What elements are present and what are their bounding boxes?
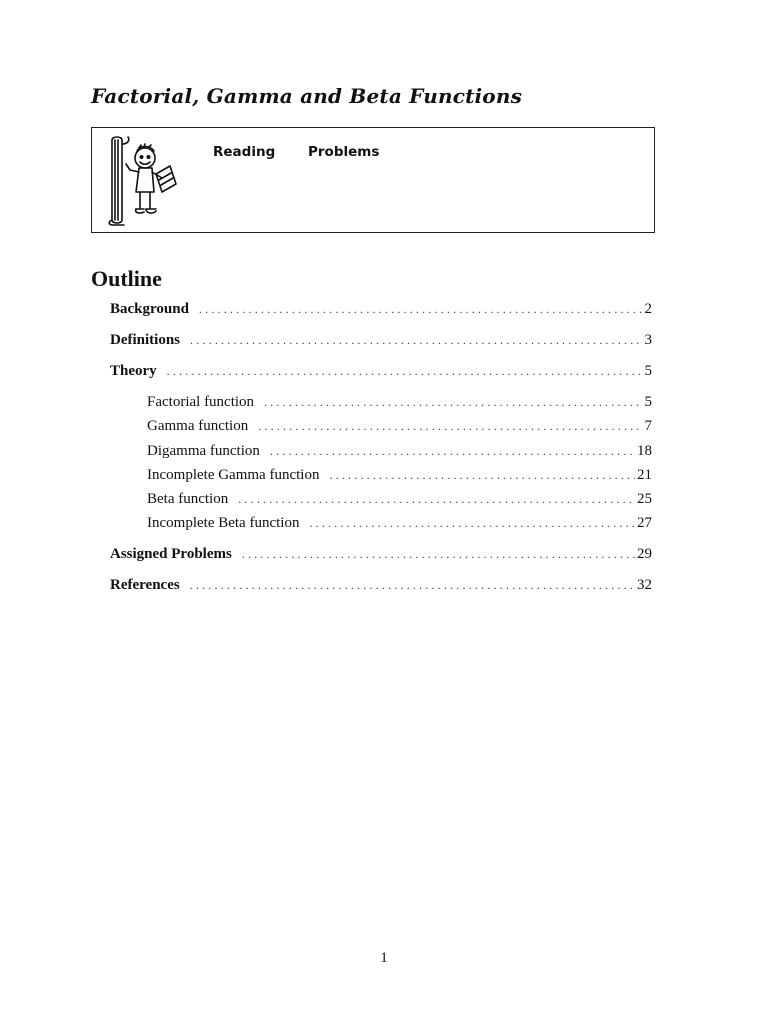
toc-entry-digamma-function[interactable] xyxy=(147,441,652,461)
toc-entry-incomplete-gamma-function[interactable] xyxy=(147,465,652,485)
toc-dot-leader xyxy=(199,299,643,319)
toc-entry-factorial-function[interactable] xyxy=(147,392,652,412)
reading-label: Reading xyxy=(213,144,276,160)
toc-entry-page: 21 xyxy=(637,467,652,483)
toc-entry-page: 5 xyxy=(644,394,652,410)
toc-entry-assigned-problems[interactable] xyxy=(110,544,652,564)
toc-dot-leader xyxy=(167,361,643,381)
toc-entry-label: Background xyxy=(110,301,189,317)
page-number: 1 xyxy=(380,950,388,966)
toc-entry-label: Gamma function xyxy=(147,418,249,434)
toc-entry-label: Incomplete Beta function xyxy=(147,515,300,531)
page-title: Factorial, Gamma and Beta Functions xyxy=(91,84,523,108)
toc-entry-page: 25 xyxy=(637,491,652,507)
toc-entry-label: Factorial function xyxy=(147,394,255,410)
toc-entry-label: Beta function xyxy=(147,491,229,507)
toc-dot-leader xyxy=(238,489,635,509)
toc-entry-label: Digamma function xyxy=(147,443,260,459)
toc-dot-leader xyxy=(270,441,635,461)
toc-entry-incomplete-beta-function[interactable] xyxy=(147,513,652,533)
toc-entry-beta-function[interactable] xyxy=(147,489,652,509)
toc-entry-page: 29 xyxy=(637,546,652,562)
toc-dot-leader xyxy=(258,416,642,436)
toc-entry-page: 2 xyxy=(644,301,652,317)
outline-heading: Outline xyxy=(91,266,162,291)
toc-dot-leader xyxy=(190,330,642,350)
toc-entry-page: 32 xyxy=(637,577,652,593)
toc-entry-label: References xyxy=(110,577,180,593)
toc-entry-references[interactable] xyxy=(110,575,652,595)
toc-entry-page: 7 xyxy=(644,418,652,434)
toc-entry-theory[interactable] xyxy=(110,361,652,381)
toc-entry-label: Incomplete Gamma function xyxy=(147,467,320,483)
toc-entry-gamma-function[interactable] xyxy=(147,416,652,436)
problems-label: Problems xyxy=(308,144,380,160)
toc-entry-background[interactable] xyxy=(110,299,652,319)
toc-entry-label: Definitions xyxy=(110,332,181,348)
toc-dot-leader xyxy=(309,513,635,533)
toc-entry-page: 27 xyxy=(637,515,652,531)
toc-entry-page: 3 xyxy=(644,332,652,348)
toc-entry-label: Theory xyxy=(110,363,157,379)
toc-entry-definitions[interactable] xyxy=(110,330,652,350)
toc-entry-label: Assigned Problems xyxy=(110,546,232,562)
toc-dot-leader xyxy=(264,392,642,412)
toc-dot-leader xyxy=(329,465,635,485)
toc-dot-leader xyxy=(242,544,635,564)
toc-entry-page: 5 xyxy=(644,363,652,379)
toc-entry-page: 18 xyxy=(637,443,652,459)
toc-dot-leader xyxy=(190,575,635,595)
